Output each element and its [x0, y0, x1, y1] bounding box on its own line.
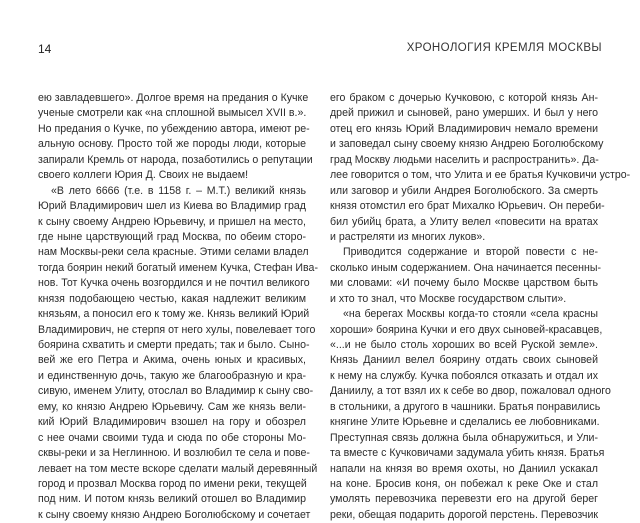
text-line: «...и не было столь хороших во всей Руской земле». — [330, 339, 598, 351]
text-line: нов. Тот Кучка очень возгордился и не почтил великого — [38, 277, 310, 290]
text-line: ми словами: «И почему было Москве царством быть — [330, 277, 598, 290]
text-line: сквы-реки и за Неглинною. И возлюбил те села и пове- — [38, 447, 310, 460]
text-line: хороши» боярина Кучки и его двух сыновей-красавцев, — [330, 323, 603, 336]
text-line: Приводится содержание и второй повести с не- — [343, 246, 598, 259]
text-line: сивую, именем Улиту, отослал во Владимир к сыну сво- — [38, 385, 314, 398]
text-line: и хто то знал, что Москве государством слыти». — [330, 292, 567, 305]
text-line: та вместе с Кучковичами задумала убить князя. Братья — [330, 447, 605, 460]
text-line: к сыну своему князю Андрею Боголюбскому и сочетает — [38, 508, 311, 521]
text-line: под ним. И потом князь великий отошел во Владимир — [38, 493, 306, 506]
text-line: Преступная связь должна была обнаружиться, и Ули- — [330, 431, 598, 444]
text-line: боярина схватить и смерти предать; так и было. Сыно- — [38, 339, 310, 351]
text-line: лее говорится о том, что Улита и ее братья Кучковичи устро- — [330, 169, 631, 182]
text-line: тогда боярин некий богатый именем Кучка, Стефан Ива- — [38, 261, 318, 274]
page-number: 14 — [38, 42, 52, 56]
text-line: дрей прижил и сыновей, рано умерших. И был у него — [330, 107, 598, 120]
text-line: град Москву людьми населить и распространить». Да- — [330, 153, 599, 166]
text-line: и единственную дочь, такую же благообразную и кра- — [38, 369, 306, 382]
text-line: Князь Даниил велел боярину отдать своих сыновей — [330, 354, 598, 367]
text-line: Даниилу, а тот взял их к себе во двор, пожаловал одного — [330, 385, 611, 398]
text-line: и заповедал сыну своему князю Андрею Боголюбскому — [330, 138, 604, 151]
text-line: в стольники, а другого в чашники. Братья понравились — [330, 400, 601, 413]
text-line: где ныне царствующий град Москва, по обеим сторо- — [38, 230, 306, 243]
text-line: напали на князя во время охоты, но Даниил ускакал — [330, 462, 598, 475]
text-line: Юрий Владимирович шел из Киева во Владимир град — [38, 200, 306, 213]
text-line: реки, обещая подарить дорогой перстень. Перевозчик — [330, 508, 598, 521]
text-line: ею завладевшего». Долгое время на предания о Кучке — [38, 92, 309, 104]
text-line: умолять перевозчика перевезти его на другой берег — [330, 493, 598, 506]
text-line: и растреляти из многих луков». — [330, 230, 486, 243]
text-line: князьям, а поносил его к тому же. Князь великий Юрий — [38, 308, 310, 321]
text-line: княгине Улите Юрьевне и сделались ее любовниками. — [330, 416, 600, 429]
text-line: «на берегах Москвы когда-то стояли «села красны — [343, 308, 598, 321]
text-line: Но предания о Кучке, по убеждению автора, имеют ре- — [38, 122, 310, 135]
text-line: бил убийц брата, а Улиту велел «повесити на вратах — [330, 215, 598, 228]
text-line: кий Юрий Владимирович взошел на гору и обозрел — [38, 416, 306, 429]
text-line: «В лето 6666 (т.е. в 1158 г. – М.Т.) великий князь — [51, 184, 306, 197]
text-line: Владимирович, не стерпя от него хулы, повелевает того — [38, 323, 316, 336]
text-line: с нее очами своими туда и сюда по обе стороны Мо- — [38, 431, 306, 444]
text-line: ему, ко князю Андрею Юрьевичу. Сам же князь вели- — [38, 400, 306, 413]
text-line: или заговор и убили Андрея Боголюбского. За смерть — [330, 184, 598, 197]
running-title: ХРОНОЛОГИЯ КРЕМЛЯ МОСКВЫ — [406, 42, 602, 54]
text-line: левает на том месте вскоре сделати малый деревянный — [38, 462, 318, 475]
text-line: нам Москвы-реки села красные. Этими селами владел — [38, 246, 309, 259]
text-line: князя подобающею честью, какая надлежит великим — [38, 292, 306, 305]
left-text-column — [38, 91, 318, 523]
text-line: сколько иным содержанием. Она начинается песенны- — [330, 261, 601, 274]
text-line: к сыну своему Андрею Юрьевичу, и пришел на место, — [38, 215, 306, 228]
text-line: запирали Кремль от народа, позаботились о репутации — [38, 153, 313, 166]
text-line: ученые смотрели как «на сплошной вымысел XVII в.». — [38, 107, 307, 120]
text-line: князя отомстил его брат Михалко Юрьевич. Он переби- — [330, 200, 605, 213]
text-line: своего коллеги Юрия Д. Своих не выдаем! — [38, 169, 249, 182]
right-text-column — [330, 91, 631, 523]
text-line: на коне. Бросив коня, он побежал к реке Оке и стал — [330, 477, 598, 490]
text-line: альную основу. Просто той же породы люди, которые — [38, 138, 306, 151]
text-line: к нему на службу. Кучка побоялся отказать и отдал их — [330, 369, 598, 382]
text-line: город и прозвал Москва город по имени реки, текущей — [38, 477, 307, 490]
text-line: вей же его Петра и Акима, очень юных и красивых, — [38, 354, 306, 367]
text-line: отец его князь Юрий Владимирович немало времени — [330, 122, 598, 135]
text-line: его браком с дочерью Кучковою, с которой князь Ан- — [330, 92, 598, 104]
